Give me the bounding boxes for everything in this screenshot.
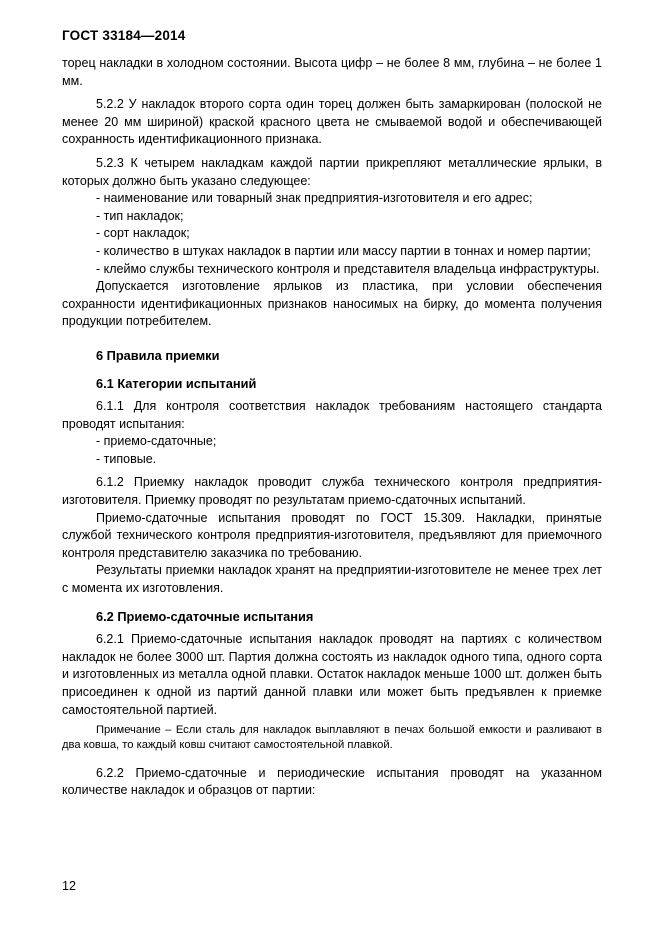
paragraph-5-2-3: 5.2.3 К четырем накладкам каждой партии прикрепляют металлические ярлыки, в которых должно быть указано следующее: — [62, 155, 602, 188]
list-item: - клеймо службы технического контроля и представителя владельца инфраструктуры. — [96, 261, 600, 276]
list-item: - наименование или товарный знак предприятия-изготовителя и его адрес; — [96, 191, 533, 206]
paragraph: Допускается изготовление ярлыков из пластика, при условии обеспечения сохранности идентификационных признаков наносимых на бирку, до момента получения продукции потребителем. — [62, 279, 602, 329]
list-item: - типовые. — [96, 451, 157, 466]
section-heading-6: 6 Правила приемки — [96, 347, 220, 363]
doc-code-header: ГОСТ 33184—2014 — [62, 28, 186, 43]
list-item: - тип накладок; — [96, 208, 184, 223]
paragraph-6-2-2: 6.2.2 Приемо-сдаточные и периодические испытания проводят на указанном количестве накладок и образцов от партии: — [62, 765, 602, 798]
paragraph-6-1-1: 6.1.1 Для контроля соответствия накладок требованиям настоящего стандарта проводят испытания: — [62, 399, 602, 431]
paragraph-continuation: торец накладки в холодном состоянии. Высота цифр – не более 8 мм, глубина – не более 1 мм. — [62, 56, 602, 88]
document-content — [62, 28, 602, 800]
paragraph-6-2-1: 6.2.1 Приемо-сдаточные испытания накладок проводят на партиях с количеством накладок не более 3000 шт. Партия должна состоять из накладок одного типа, одного сорта и изготовленных из металла одной плавки. Остаток накладок меньше 1000 шт. должен быть присоединен к одной из партий данной плавки или может быть предъявлен к приемке самостоятельной партией. — [62, 632, 602, 717]
page-number: 12 — [62, 879, 76, 893]
list-item: - количество в штуках накладок в партии или массу партии в тоннах и номер партии; — [96, 243, 591, 258]
paragraph: Приемо-сдаточные испытания проводят по ГОСТ 15.309. Накладки, принятые службой технического контроля предприятия-изготовителя, предъявляют для приемочного контроля представителю заказчика по требованию. — [62, 510, 602, 560]
list-item: - сорт накладок; — [96, 226, 190, 241]
paragraph: Результаты приемки накладок хранят на предприятии-изготовителе не менее трех лет с момента их изготовления. — [62, 563, 602, 596]
paragraph-6-1-2: 6.1.2 Приемку накладок проводит служба технического контроля предприятия-изготовителя. Приемку проводят по результатам приемо-сдаточных испытаний. — [62, 475, 602, 508]
subsection-heading-6-1: 6.1 Категории испытаний — [96, 375, 257, 391]
note-paragraph: Примечание – Если сталь для накладок выплавляют в печах большой емкости и разливают в два ковша, то каждый ковш считают самостоятельной плавкой. — [62, 724, 602, 752]
paragraph-5-2-2: 5.2.2 У накладок второго сорта один торец должен быть замаркирован (полоской не менее 20 мм шириной) краской красного цвета не смываемой водой и обеспечивающей сохранность идентификационного признака. — [62, 97, 602, 147]
subsection-heading-6-2: 6.2 Приемо-сдаточные испытания — [96, 608, 314, 624]
list-item: - приемо-сдаточные; — [96, 434, 217, 449]
